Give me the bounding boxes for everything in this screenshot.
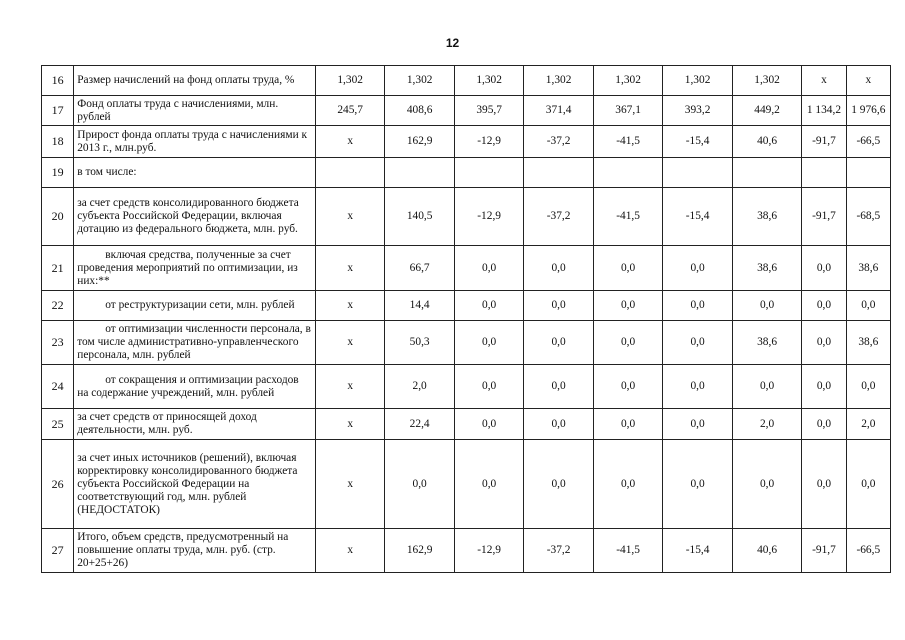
value-cell: 245,7 — [315, 96, 384, 126]
value-cell: -91,7 — [802, 529, 846, 573]
value-cell: 0,0 — [802, 291, 846, 321]
value-cell: -37,2 — [524, 126, 593, 158]
table-row — [42, 158, 891, 188]
table-row — [42, 126, 891, 158]
table-row — [42, 409, 891, 440]
value-cell: -91,7 — [802, 188, 846, 246]
value-cell — [802, 158, 846, 188]
value-cell: 0,0 — [454, 409, 523, 440]
value-cell: 0,0 — [593, 291, 662, 321]
value-cell: 0,0 — [732, 365, 801, 409]
value-cell: 40,6 — [732, 529, 801, 573]
financial-table — [41, 65, 891, 573]
row-number: 18 — [42, 126, 74, 158]
value-cell: 0,0 — [524, 321, 593, 365]
value-cell: 1,302 — [732, 66, 801, 96]
value-cell: 1,302 — [385, 66, 454, 96]
row-label: Прирост фонда оплаты труда с начислениями к 2013 г., млн.руб. — [74, 126, 316, 158]
value-cell: -15,4 — [663, 126, 732, 158]
row-label: включая средства, полученные за счет проведения мероприятий по оптимизации, из них:** — [74, 246, 316, 291]
value-cell: 38,6 — [846, 321, 890, 365]
value-cell: -15,4 — [663, 529, 732, 573]
table-row — [42, 321, 891, 365]
row-number: 20 — [42, 188, 74, 246]
value-cell: 14,4 — [385, 291, 454, 321]
table-row — [42, 66, 891, 96]
value-cell: 408,6 — [385, 96, 454, 126]
value-cell: 22,4 — [385, 409, 454, 440]
value-cell — [846, 158, 890, 188]
table-row — [42, 365, 891, 409]
value-cell: 395,7 — [454, 96, 523, 126]
value-cell: -66,5 — [846, 529, 890, 573]
value-cell: 0,0 — [593, 246, 662, 291]
value-cell: 0,0 — [663, 365, 732, 409]
value-cell: 0,0 — [802, 365, 846, 409]
value-cell: 0,0 — [454, 365, 523, 409]
row-label: от сокращения и оптимизации расходов на содержание учреждений, млн. рублей — [74, 365, 316, 409]
value-cell: 0,0 — [593, 409, 662, 440]
value-cell: 0,0 — [802, 409, 846, 440]
value-cell: 0,0 — [663, 291, 732, 321]
value-cell: 0,0 — [802, 440, 846, 529]
row-label: Фонд оплаты труда с начислениями, млн. рублей — [74, 96, 316, 126]
value-cell: 2,0 — [385, 365, 454, 409]
value-cell — [315, 158, 384, 188]
row-number: 17 — [42, 96, 74, 126]
value-cell: 1,302 — [454, 66, 523, 96]
value-cell: 0,0 — [454, 440, 523, 529]
value-cell: -12,9 — [454, 188, 523, 246]
value-cell — [385, 158, 454, 188]
value-cell: 1 134,2 — [802, 96, 846, 126]
value-cell: 0,0 — [802, 321, 846, 365]
value-cell: 0,0 — [663, 321, 732, 365]
row-label: за счет средств консолидированного бюджета субъекта Российской Федерации, включая дотацию из федерального бюджета, млн. руб. — [74, 188, 316, 246]
value-cell: x — [315, 409, 384, 440]
value-cell: 0,0 — [454, 291, 523, 321]
value-cell: x — [315, 126, 384, 158]
table-row — [42, 440, 891, 529]
value-cell: x — [315, 440, 384, 529]
value-cell: -41,5 — [593, 188, 662, 246]
value-cell: x — [315, 321, 384, 365]
value-cell: 38,6 — [846, 246, 890, 291]
row-number: 26 — [42, 440, 74, 529]
value-cell: 0,0 — [593, 440, 662, 529]
value-cell: 0,0 — [802, 246, 846, 291]
row-label: за счет средств от приносящей доход деятельности, млн. руб. — [74, 409, 316, 440]
table-row — [42, 246, 891, 291]
row-number: 25 — [42, 409, 74, 440]
value-cell: 0,0 — [663, 440, 732, 529]
value-cell: 0,0 — [846, 440, 890, 529]
value-cell: 0,0 — [454, 246, 523, 291]
value-cell: 162,9 — [385, 126, 454, 158]
row-number: 22 — [42, 291, 74, 321]
value-cell: 0,0 — [524, 246, 593, 291]
value-cell: x — [315, 246, 384, 291]
value-cell: -41,5 — [593, 126, 662, 158]
value-cell: -66,5 — [846, 126, 890, 158]
value-cell: 50,3 — [385, 321, 454, 365]
value-cell: 0,0 — [593, 321, 662, 365]
value-cell: x — [315, 188, 384, 246]
value-cell — [524, 158, 593, 188]
value-cell: x — [315, 291, 384, 321]
value-cell: -37,2 — [524, 529, 593, 573]
value-cell: 0,0 — [524, 365, 593, 409]
value-cell: 0,0 — [663, 409, 732, 440]
value-cell: 0,0 — [593, 365, 662, 409]
value-cell: -41,5 — [593, 529, 662, 573]
value-cell — [593, 158, 662, 188]
row-number: 19 — [42, 158, 74, 188]
value-cell: x — [802, 66, 846, 96]
value-cell: 1,302 — [524, 66, 593, 96]
value-cell: 38,6 — [732, 246, 801, 291]
table-body — [42, 66, 891, 573]
value-cell: 0,0 — [732, 291, 801, 321]
row-number: 27 — [42, 529, 74, 573]
value-cell: x — [315, 365, 384, 409]
value-cell: 0,0 — [524, 291, 593, 321]
value-cell: 38,6 — [732, 188, 801, 246]
table-row — [42, 188, 891, 246]
value-cell — [663, 158, 732, 188]
value-cell: -68,5 — [846, 188, 890, 246]
value-cell: 393,2 — [663, 96, 732, 126]
value-cell: x — [315, 529, 384, 573]
value-cell: -15,4 — [663, 188, 732, 246]
row-label: в том числе: — [74, 158, 316, 188]
value-cell: -12,9 — [454, 529, 523, 573]
table-row — [42, 529, 891, 573]
value-cell: 140,5 — [385, 188, 454, 246]
value-cell — [732, 158, 801, 188]
row-number: 24 — [42, 365, 74, 409]
value-cell: 1,302 — [593, 66, 662, 96]
value-cell: 371,4 — [524, 96, 593, 126]
row-label: от реструктуризации сети, млн. рублей — [74, 291, 316, 321]
value-cell: -37,2 — [524, 188, 593, 246]
value-cell: 0,0 — [524, 409, 593, 440]
value-cell: 0,0 — [846, 291, 890, 321]
value-cell: 0,0 — [454, 321, 523, 365]
row-label: Итого, объем средств, предусмотренный на повышение оплаты труда, млн. руб. (стр. 20+25+26) — [74, 529, 316, 573]
value-cell: 449,2 — [732, 96, 801, 126]
row-number: 16 — [42, 66, 74, 96]
value-cell: 0,0 — [663, 246, 732, 291]
row-number: 21 — [42, 246, 74, 291]
value-cell: 66,7 — [385, 246, 454, 291]
value-cell: -12,9 — [454, 126, 523, 158]
row-label: Размер начислений на фонд оплаты труда, % — [74, 66, 316, 96]
row-label: от оптимизации численности персонала, в том числе административно-управленческого персонала, млн. рублей — [74, 321, 316, 365]
value-cell: 367,1 — [593, 96, 662, 126]
value-cell: 0,0 — [524, 440, 593, 529]
page-number: 12 — [445, 36, 460, 50]
value-cell: 162,9 — [385, 529, 454, 573]
value-cell: 2,0 — [732, 409, 801, 440]
value-cell: 40,6 — [732, 126, 801, 158]
value-cell: 1,302 — [663, 66, 732, 96]
table-row — [42, 96, 891, 126]
value-cell: x — [846, 66, 890, 96]
value-cell: 2,0 — [846, 409, 890, 440]
row-label: за счет иных источников (решений), включая корректировку консолидированного бюджета субъекта Российской Федерации на соответствующий год, млн. рублей (НЕДОСТАТОК) — [74, 440, 316, 529]
value-cell: 1 976,6 — [846, 96, 890, 126]
value-cell: -91,7 — [802, 126, 846, 158]
row-number: 23 — [42, 321, 74, 365]
table-row — [42, 291, 891, 321]
value-cell: 0,0 — [846, 365, 890, 409]
value-cell: 38,6 — [732, 321, 801, 365]
value-cell — [454, 158, 523, 188]
value-cell: 0,0 — [385, 440, 454, 529]
value-cell: 0,0 — [732, 440, 801, 529]
value-cell: 1,302 — [315, 66, 384, 96]
